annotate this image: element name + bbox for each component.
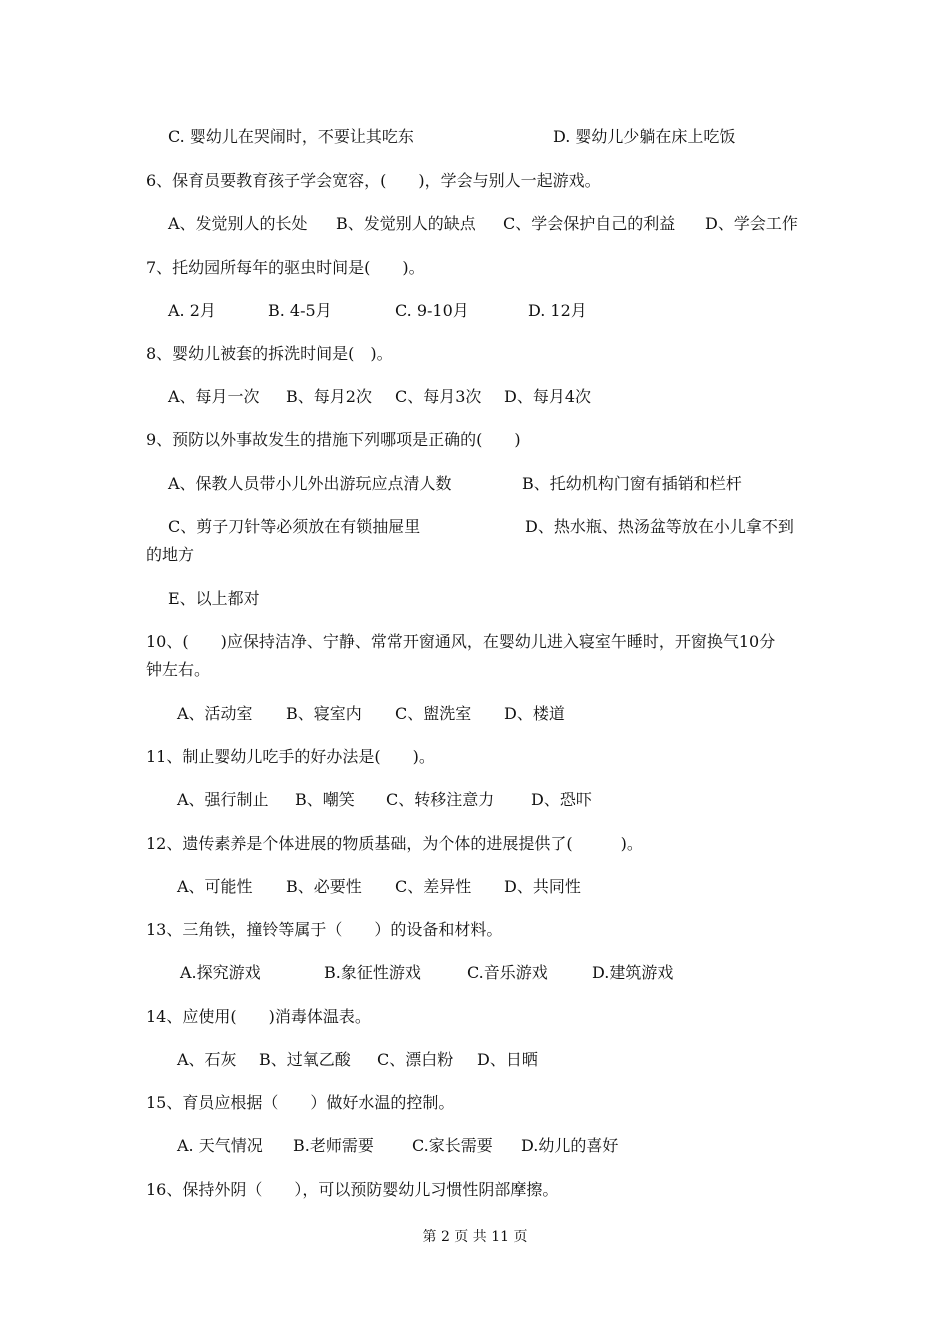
option-text: D.幼儿的喜好 [521,1136,619,1155]
question-text: 16、保持外阴（ ），可以预防婴幼儿习惯性阴部摩擦。 [146,1180,559,1199]
option-continuation: 的地方 [146,545,195,564]
option-text: D、楼道 [504,704,565,723]
option-text: C、剪子刀针等必须放在有锁抽屉里 [168,517,421,536]
option-text: B.象征性游戏 [324,963,421,982]
option-text: A、每月一次 [168,387,260,406]
option-text: C、学会保护自己的利益 [503,214,676,233]
option-text: A、石灰 [177,1050,237,1069]
option-text: B、过氧乙酸 [259,1050,351,1069]
option-text: A、保教人员带小儿外出游玩应点清人数 [168,474,452,493]
option-text: D、每月4次 [504,387,592,406]
question-text: 11、制止婴幼儿吃手的好办法是( )。 [146,747,435,766]
option-text: B、每月2次 [286,387,372,406]
option-text: B、寝室内 [286,704,362,723]
option-text: A. 2月 [168,301,216,320]
question-text: 8、婴幼儿被套的拆洗时间是( )。 [146,344,393,363]
option-text: C、盥洗室 [395,704,472,723]
question-text: 13、三角铁，撞铃等属于（ ）的设备和材料。 [146,920,503,939]
option-text: A、可能性 [177,877,253,896]
option-text: D. 婴幼儿少躺在床上吃饭 [553,127,736,146]
option-text: B、嘲笑 [295,790,355,809]
page-number-footer: 第 2 页 共 11 页 [422,1229,528,1245]
option-text: E、以上都对 [168,589,260,608]
option-text: D、热水瓶、热汤盆等放在小儿拿不到 [525,517,794,536]
option-text: B、发觉别人的缺点 [336,214,476,233]
option-text: D. 12月 [528,301,587,320]
option-text: A.探究游戏 [180,963,261,982]
question-text: 14、应使用( )消毒体温表。 [146,1007,371,1026]
question-text: 12、遗传素养是个体进展的物质基础，为个体的进展提供了( )。 [146,834,643,853]
question-text: 6、保育员要教育孩子学会宽容，( )，学会与别人一起游戏。 [146,171,601,190]
option-text: A、强行制止 [177,790,269,809]
question-text: 7、托幼园所每年的驱虫时间是( )。 [146,258,425,277]
option-text: A、活动室 [177,704,253,723]
question-text: 9、预防以外事故发生的措施下列哪项是正确的( ) [146,430,521,449]
option-text: D、共同性 [504,877,581,896]
option-text: C、差异性 [395,877,472,896]
option-text: C.家长需要 [412,1136,493,1155]
question-text: 15、育员应根据（ ）做好水温的控制。 [146,1093,455,1112]
option-text: A. 天气情况 [177,1136,263,1155]
option-text: D.建筑游戏 [592,963,674,982]
question-continuation: 钟左右。 [146,660,211,679]
option-text: A、发觉别人的长处 [168,214,308,233]
option-text: C. 9-10月 [395,301,469,320]
option-text: C、转移注意力 [386,790,495,809]
option-text: C. 婴幼儿在哭闹时，不要让其吃东 [168,127,414,146]
question-text: 10、( )应保持洁净、宁静、常常开窗通风，在婴幼儿进入寝室午睡时，开窗换气10分 [146,632,776,651]
option-text: D、日晒 [477,1050,538,1069]
option-text: C.音乐游戏 [467,963,548,982]
option-text: B、托幼机构门窗有插销和栏杆 [522,474,742,493]
option-text: B. 4-5月 [268,301,332,320]
option-text: D、学会工作 [705,214,798,233]
option-text: D、恐吓 [531,790,592,809]
option-text: B.老师需要 [293,1136,374,1155]
option-text: C、漂白粉 [377,1050,454,1069]
option-text: C、每月3次 [395,387,482,406]
option-text: B、必要性 [286,877,362,896]
